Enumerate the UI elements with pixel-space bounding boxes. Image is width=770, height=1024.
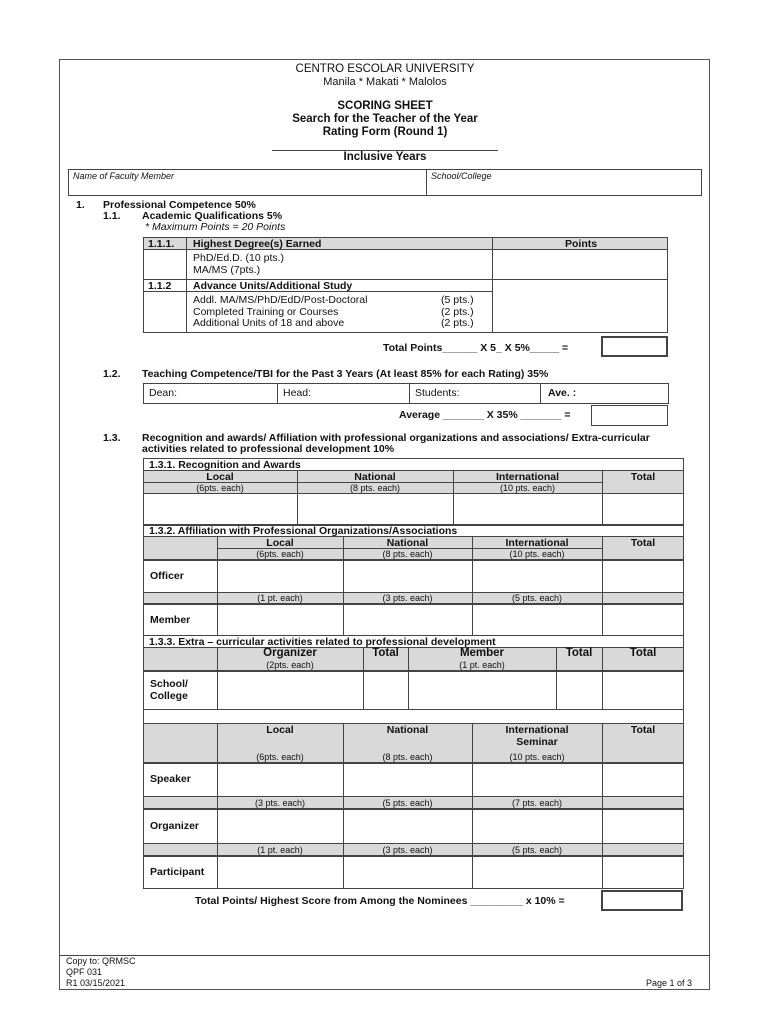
awards-title: 1.3.1. Recognition and Awards: [149, 459, 301, 471]
phd-line: PhD/Ed.D. (10 pts.): [193, 252, 285, 264]
addl-2-pts: (2 pts.): [441, 306, 474, 318]
ex-div-i: [602, 723, 603, 889]
max-points-note: * Maximum Points = 20 Points: [145, 221, 286, 233]
awards-international: International: [495, 471, 559, 483]
aff-local: Local: [266, 537, 294, 549]
sem-total: Total: [630, 724, 656, 736]
addl-3: Additional Units of 18 and above: [193, 317, 345, 329]
row-1-1-1-number: 1.1.1.: [148, 238, 175, 250]
section-1-number: 1.: [76, 199, 85, 211]
university-name: CENTRO ESCOLAR UNIVERSITY: [295, 63, 475, 75]
points-header: Points: [565, 238, 598, 250]
inclusive-years: Inclusive Years: [343, 151, 427, 163]
awards-local: Local: [206, 471, 234, 483]
ex-member-pts: (1 pt. each): [459, 660, 505, 670]
officer-label: Officer: [150, 570, 184, 582]
aff-div-3: [602, 536, 603, 636]
member-label: Member: [150, 614, 191, 626]
awards-national: National: [354, 471, 396, 483]
speaker-intl-pts: (10 pts. each): [509, 752, 565, 762]
addl-1-pts: (5 pts.): [441, 294, 474, 306]
awards-national-pts: (8 pts. each): [349, 483, 401, 493]
affiliation-title: 1.3.2. Affiliation with Professional Organizations/Associations: [149, 525, 458, 537]
students-label: Students:: [415, 387, 460, 399]
row-1-1-2-number: 1.1.2: [148, 280, 172, 292]
num-col-divider: [186, 237, 187, 333]
participant-label: Participant: [150, 866, 205, 878]
addl-3-pts: (2 pts.): [441, 317, 474, 329]
organizer-label: Organizer: [150, 820, 200, 832]
teaching-row: [143, 383, 669, 404]
ex-total-3: Total: [629, 647, 657, 659]
school-college-2: College: [150, 690, 188, 702]
ex-organizer-pts: (2pts. each): [266, 660, 314, 670]
awards-international-pts: (10 pts. each): [499, 483, 556, 493]
ave-label: Ave. :: [548, 387, 577, 399]
part-intl-pts: (5 pts. each): [511, 845, 563, 855]
aff-national-pts: (8 pts. each): [382, 549, 433, 559]
org-intl-pts: (7 pts. each): [511, 798, 563, 808]
sem-local: Local: [266, 724, 294, 736]
school-college-1: School/: [150, 678, 188, 690]
section-1-1-number: 1.1.: [103, 210, 121, 222]
faculty-divider: [426, 169, 427, 196]
teaching-div-1: [277, 383, 278, 404]
section-1-2-title: Teaching Competence/TBI for the Past 3 Years (At least 85% for each Rating) 35%: [142, 368, 549, 380]
speaker-national-pts: (8 pts. each): [382, 752, 433, 762]
faculty-name-label: Name of Faculty Member: [73, 171, 175, 181]
ex-organizer: Organizer: [263, 647, 317, 659]
awards-total: Total: [630, 471, 656, 483]
doc-subtitle: Search for the Teacher of the Year: [292, 113, 478, 125]
member-local-pts: (1 pt. each): [257, 593, 303, 603]
org-national-pts: (5 pts. each): [382, 798, 433, 808]
points-col-divider: [492, 237, 493, 333]
section-1-3-title-2: activities related to professional development 10%: [142, 443, 395, 455]
section-1-2-number: 1.2.: [103, 368, 121, 380]
part-national-pts: (3 pts. each): [382, 845, 433, 855]
ex-total-1: Total: [372, 647, 399, 659]
faculty-name-field[interactable]: [164, 183, 422, 195]
speaker-label: Speaker: [150, 773, 191, 785]
footer-rev: R1 03/15/2021: [66, 978, 126, 988]
awards-local-pts: (6pts. each): [196, 483, 244, 493]
section-1-1-title: Academic Qualifications 5%: [142, 210, 283, 222]
aff-international-pts: (10 pts. each): [509, 549, 565, 559]
dean-label: Dean:: [149, 387, 178, 399]
ma-line: MA/MS (7pts.): [193, 264, 261, 276]
total-points-box[interactable]: [601, 336, 668, 357]
addl-2: Completed Training or Courses: [193, 306, 339, 318]
aff-total: Total: [630, 537, 656, 549]
doc-title: SCORING SHEET: [337, 100, 433, 112]
sem-international-2: Seminar: [516, 736, 558, 748]
school-field[interactable]: [500, 183, 698, 195]
teaching-div-2: [409, 383, 410, 404]
addl-1: Addl. MA/MS/PhD/EdD/Post-Doctoral: [193, 294, 368, 306]
school-label: School/College: [431, 171, 492, 181]
part-local-pts: (1 pt. each): [257, 845, 303, 855]
extra-title: 1.3.3. Extra – curricular activities related to professional development: [149, 636, 496, 648]
teaching-div-3: [540, 383, 541, 404]
extra-line-2: [143, 709, 684, 710]
sem-national: National: [386, 724, 429, 736]
footer-line: [59, 955, 710, 956]
footer-code: QPF 031: [66, 967, 103, 977]
footer-copy: Copy to: QRMSC: [66, 956, 136, 966]
section-1-3-title-1: Recognition and awards/ Affiliation with professional organizations and associations/ Extra-curricular: [142, 432, 650, 444]
member-international-pts: (5 pts. each): [511, 593, 563, 603]
final-total-box[interactable]: [601, 890, 683, 911]
aff-international: International: [505, 537, 569, 549]
head-label: Head:: [283, 387, 312, 399]
aff-national: National: [386, 537, 429, 549]
section-1-title: Professional Competence 50%: [103, 199, 256, 211]
average-formula: Average _______ X 35% _______ =: [399, 409, 571, 421]
speaker-local-pts: (6pts. each): [256, 752, 304, 762]
final-total-formula: Total Points/ Highest Score from Among the Nominees _________ x 10% =: [195, 895, 565, 907]
sem-international-1: International: [505, 724, 569, 736]
form-round: Rating Form (Round 1): [322, 126, 448, 138]
org-local-pts: (3 pts. each): [254, 798, 306, 808]
advance-units-title: Advance Units/Additional Study: [193, 280, 353, 292]
total-points-formula: Total Points______ X 5_ X 5%_____ =: [383, 342, 569, 354]
footer-page: Page 1 of 3: [646, 978, 693, 988]
average-box[interactable]: [591, 405, 668, 426]
section-1-3-number: 1.3.: [103, 432, 121, 444]
highest-degree-title: Highest Degree(s) Earned: [193, 238, 322, 250]
ex-total-2: Total: [565, 647, 593, 659]
ex-member: Member: [459, 647, 505, 659]
member-national-pts: (3 pts. each): [382, 593, 433, 603]
campuses: Manila * Makati * Malolos: [323, 76, 447, 88]
aff-local-pts: (6pts. each): [256, 549, 304, 559]
